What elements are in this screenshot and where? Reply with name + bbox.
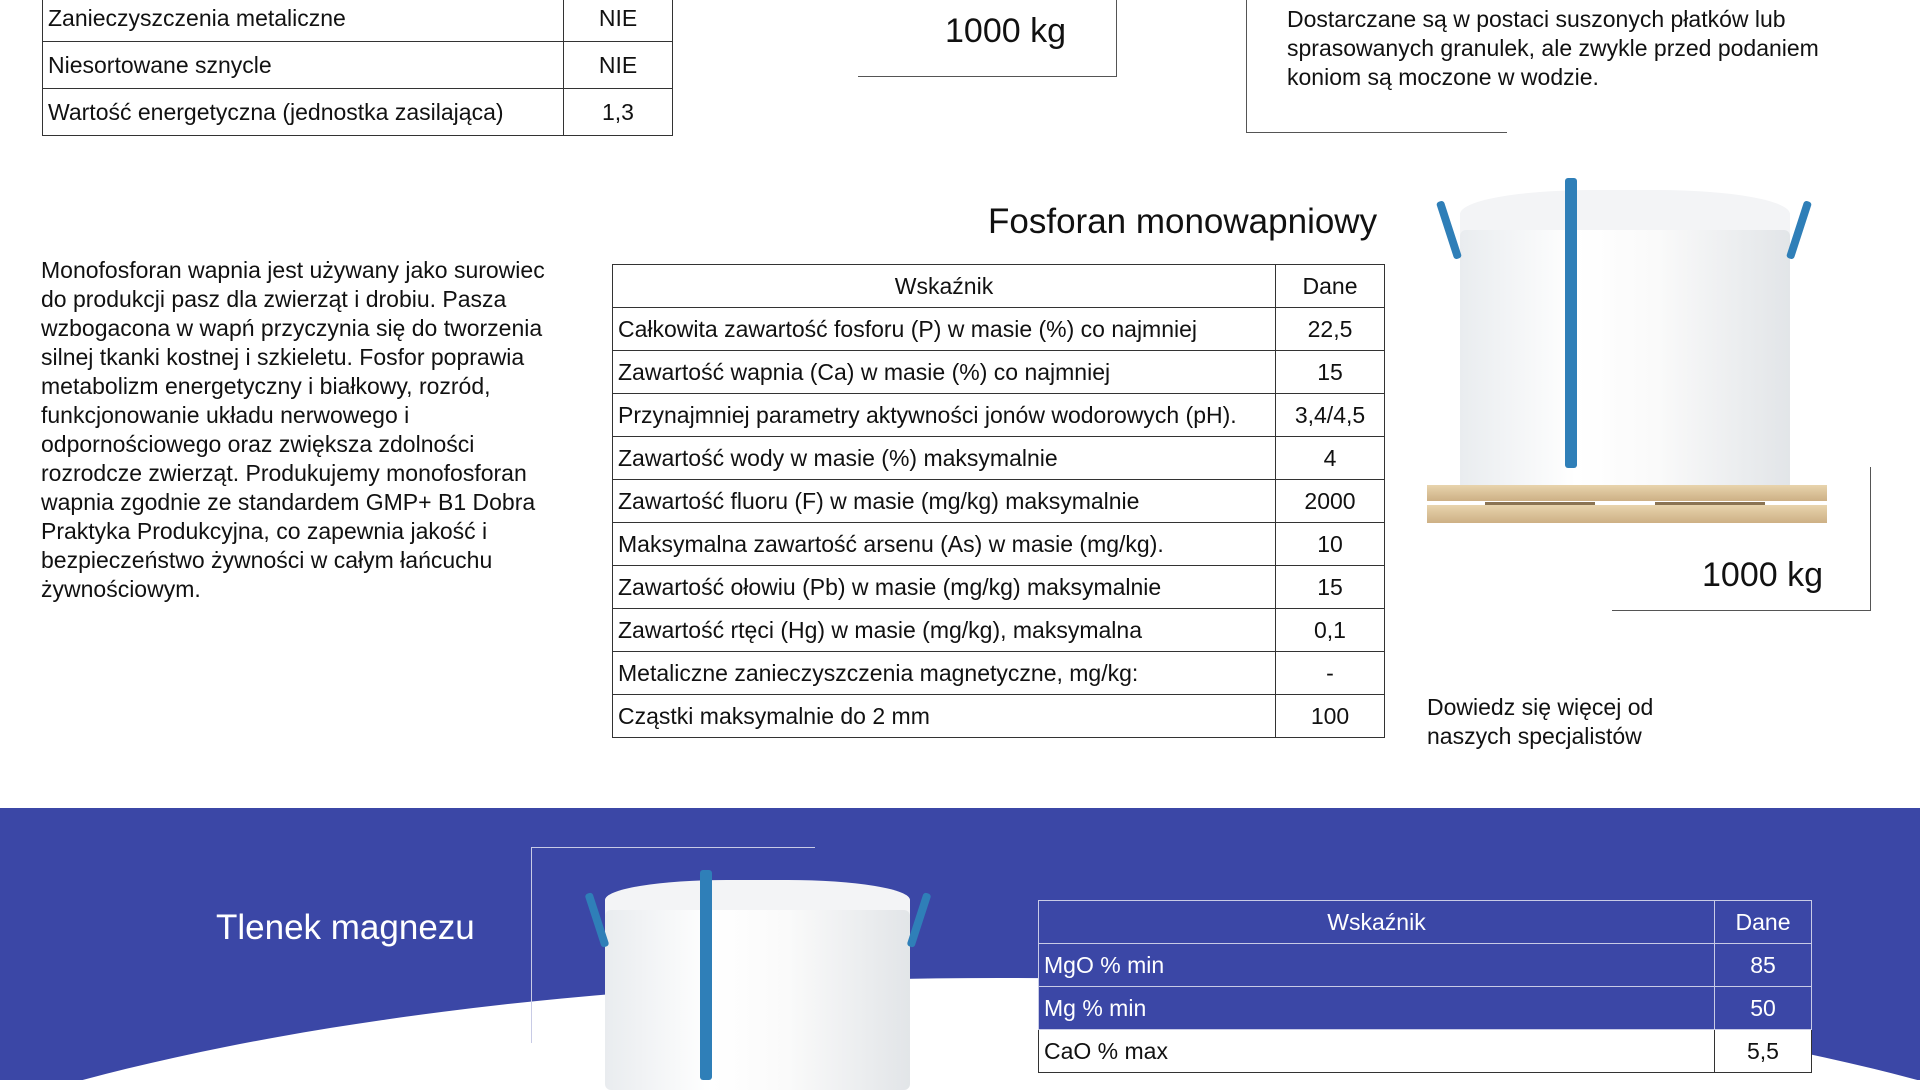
table-cell-label: Maksymalna zawartość arsenu (As) w masie (mg/kg). [613,523,1276,566]
table-cell-value: 15 [1276,351,1385,394]
table-cell-label: Zawartość wapnia (Ca) w masie (%) co najmniej [613,351,1276,394]
magnesium-title: Tlenek magnezu [216,908,475,947]
magnesium-spec-table [1038,900,1812,1073]
table-row [613,609,1385,652]
bag-body [605,910,910,1090]
table-header-row [613,265,1385,308]
top-right-description: Dostarczane są w postaci suszonych płatków lub sprasowanych granulek, ale zwykle przed podaniem koniom są moczone w wodzie. [1287,6,1819,90]
table-row [43,0,673,42]
column-header-indicator: Wskaźnik [1039,901,1715,944]
column-header-indicator: Wskaźnik [613,265,1276,308]
table-cell-label: Mg % min [1039,987,1715,1030]
table-row [613,351,1385,394]
monophosphate-spec-table [612,264,1385,738]
table-cell-label: Zawartość wody w masie (%) maksymalnie [613,437,1276,480]
table-cell-label: Wartość energetyczna (jednostka zasilająca) [43,89,564,136]
bag-body [1460,230,1790,490]
table-cell-value: 2000 [1276,480,1385,523]
table-row [1039,987,1812,1030]
specialists-link[interactable]: Dowiedz się więcej od naszych specjalistów [1427,694,1654,749]
bag-strap [700,870,712,1080]
column-header-data: Dane [1715,901,1812,944]
monophosphate-description: Monofosforan wapnia jest używany jako surowiec do produkcji pasz dla zwierząt i drobiu. Pasza wzbogacona w wapń przyczynia się do tworzenia silnej tkanki kostnej i szkieletu. Fosfor poprawia metabolizm energetyczny i białkowy, rozród, funkcjonowanie układu nerwowego i odpornościowego oraz zwiększa zdolności rozrodcze zwierząt. Produkujemy monofosforan wapnia zgodnie ze standardem GMP+ B1 Dobra Praktyka Produkcyjna, co zapewnia jakość i bezpieczeństwo żywności w całym łańcuchu żywnościowym. [41,257,545,602]
table-cell-value: 85 [1715,944,1812,987]
table-cell-value: NIE [564,42,673,89]
table-cell-label: Cząstki maksymalnie do 2 mm [613,695,1276,738]
monophosphate-weight-label: 1000 kg [1702,556,1823,594]
table-cell-label: Zawartość ołowiu (Pb) w masie (mg/kg) maksymalnie [613,566,1276,609]
table-row [613,695,1385,738]
table-row [613,652,1385,695]
table-cell-label: Całkowita zawartość fosforu (P) w masie (%) co najmniej [613,308,1276,351]
table-cell-value: 0,1 [1276,609,1385,652]
pallet-gap [1485,502,1595,505]
table-row [613,394,1385,437]
table-cell-label: MgO % min [1039,944,1715,987]
table-row [43,89,673,136]
table-cell-value: 22,5 [1276,308,1385,351]
monophosphate-title: Fosforan monowapniowy [988,202,1378,241]
table-cell-value: - [1276,652,1385,695]
table-row [613,437,1385,480]
table-cell-value: 3,4/4,5 [1276,394,1385,437]
table-cell-label: Zanieczyszczenia metaliczne [43,0,564,42]
table-cell-value: 10 [1276,523,1385,566]
table-cell-label: Zawartość fluoru (F) w masie (mg/kg) maksymalnie [613,480,1276,523]
bag-strap [907,892,932,948]
table-cell-label: CaO % max [1039,1030,1715,1073]
table-cell-value: 50 [1715,987,1812,1030]
table-cell-value: 100 [1276,695,1385,738]
table-row [613,308,1385,351]
table-row [613,480,1385,523]
feed-spec-table [42,0,673,136]
table-row [1039,1030,1812,1073]
table-row [43,42,673,89]
table-cell-value: 15 [1276,566,1385,609]
table-cell-value: NIE [564,0,673,42]
table-row [1039,944,1812,987]
magnesium-bag-image [575,870,945,1080]
column-header-data: Dane [1276,265,1385,308]
table-cell-value: 4 [1276,437,1385,480]
top-weight-label: 1000 kg [945,12,1066,50]
table-row [613,523,1385,566]
bag-strap [1436,200,1462,260]
table-cell-label: Niesortowane sznycle [43,42,564,89]
table-cell-label: Metaliczne zanieczyszczenia magnetyczne, mg/kg: [613,652,1276,695]
table-header-row [1039,901,1812,944]
table-cell-label: Przynajmniej parametry aktywności jonów wodorowych (pH). [613,394,1276,437]
table-cell-value: 5,5 [1715,1030,1812,1073]
bag-strap [1565,178,1577,468]
table-row [613,566,1385,609]
table-cell-label: Zawartość rtęci (Hg) w masie (mg/kg), maksymalna [613,609,1276,652]
table-cell-value: 1,3 [564,89,673,136]
